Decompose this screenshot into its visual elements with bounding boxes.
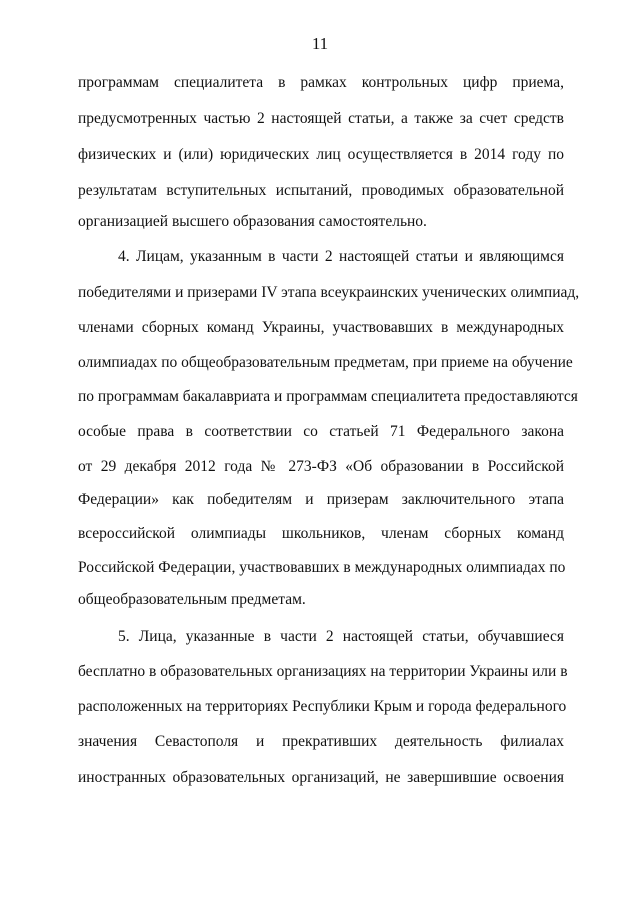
text-line: иностранных образовательных организаций, не завершившие освоения — [78, 769, 564, 786]
text-line: предусмотренных частью 2 настоящей статьи, а также за счет средств — [78, 110, 564, 127]
text-line: олимпиадах по общеобразовательным предметам, при приеме на обучение — [78, 354, 573, 371]
text-line: значения Севастополя и прекративших деятельность филиалах — [78, 733, 564, 750]
paragraph-4-first-line: 4. Лицам, указанным в части 2 настоящей статьи и являющимся — [118, 248, 564, 265]
text-line: от 29 декабря 2012 года № 273-ФЗ «Об образовании в Российской — [78, 458, 564, 475]
paragraph-5-first-line: 5. Лица, указанные в части 2 настоящей статьи, обучавшиеся — [118, 628, 564, 645]
text-line: особые права в соответствии со статьей 71 Федерального закона — [78, 423, 564, 440]
text-line: организацией высшего образования самостоятельно. — [78, 213, 427, 230]
text-line: всероссийской олимпиады школьников, членам сборных команд — [78, 525, 564, 542]
text-line: программам специалитета в рамках контрольных цифр приема, — [78, 74, 564, 91]
page-number: 11 — [311, 34, 329, 53]
text-line: бесплатно в образовательных организациях на территории Украины или в — [78, 663, 568, 680]
text-line: по программам бакалавриата и программам специалитета предоставляются — [78, 388, 578, 405]
text-line: Федерации» как победителям и призерам заключительного этапа — [78, 491, 564, 508]
text-line: общеобразовательным предметам. — [78, 591, 306, 608]
text-line: физических и (или) юридических лиц осуществляется в 2014 году по — [78, 146, 564, 163]
text-line: результатам вступительных испытаний, проводимых образовательной — [78, 182, 564, 199]
text-line: расположенных на территориях Республики Крым и города федерального — [78, 698, 567, 715]
text-line: членами сборных команд Украины, участвовавших в международных — [78, 319, 564, 336]
text-line: Российской Федерации, участвовавших в международных олимпиадах по — [78, 559, 566, 576]
text-line: победителями и призерами IV этапа всеукраинских ученических олимпиад, — [78, 284, 580, 301]
